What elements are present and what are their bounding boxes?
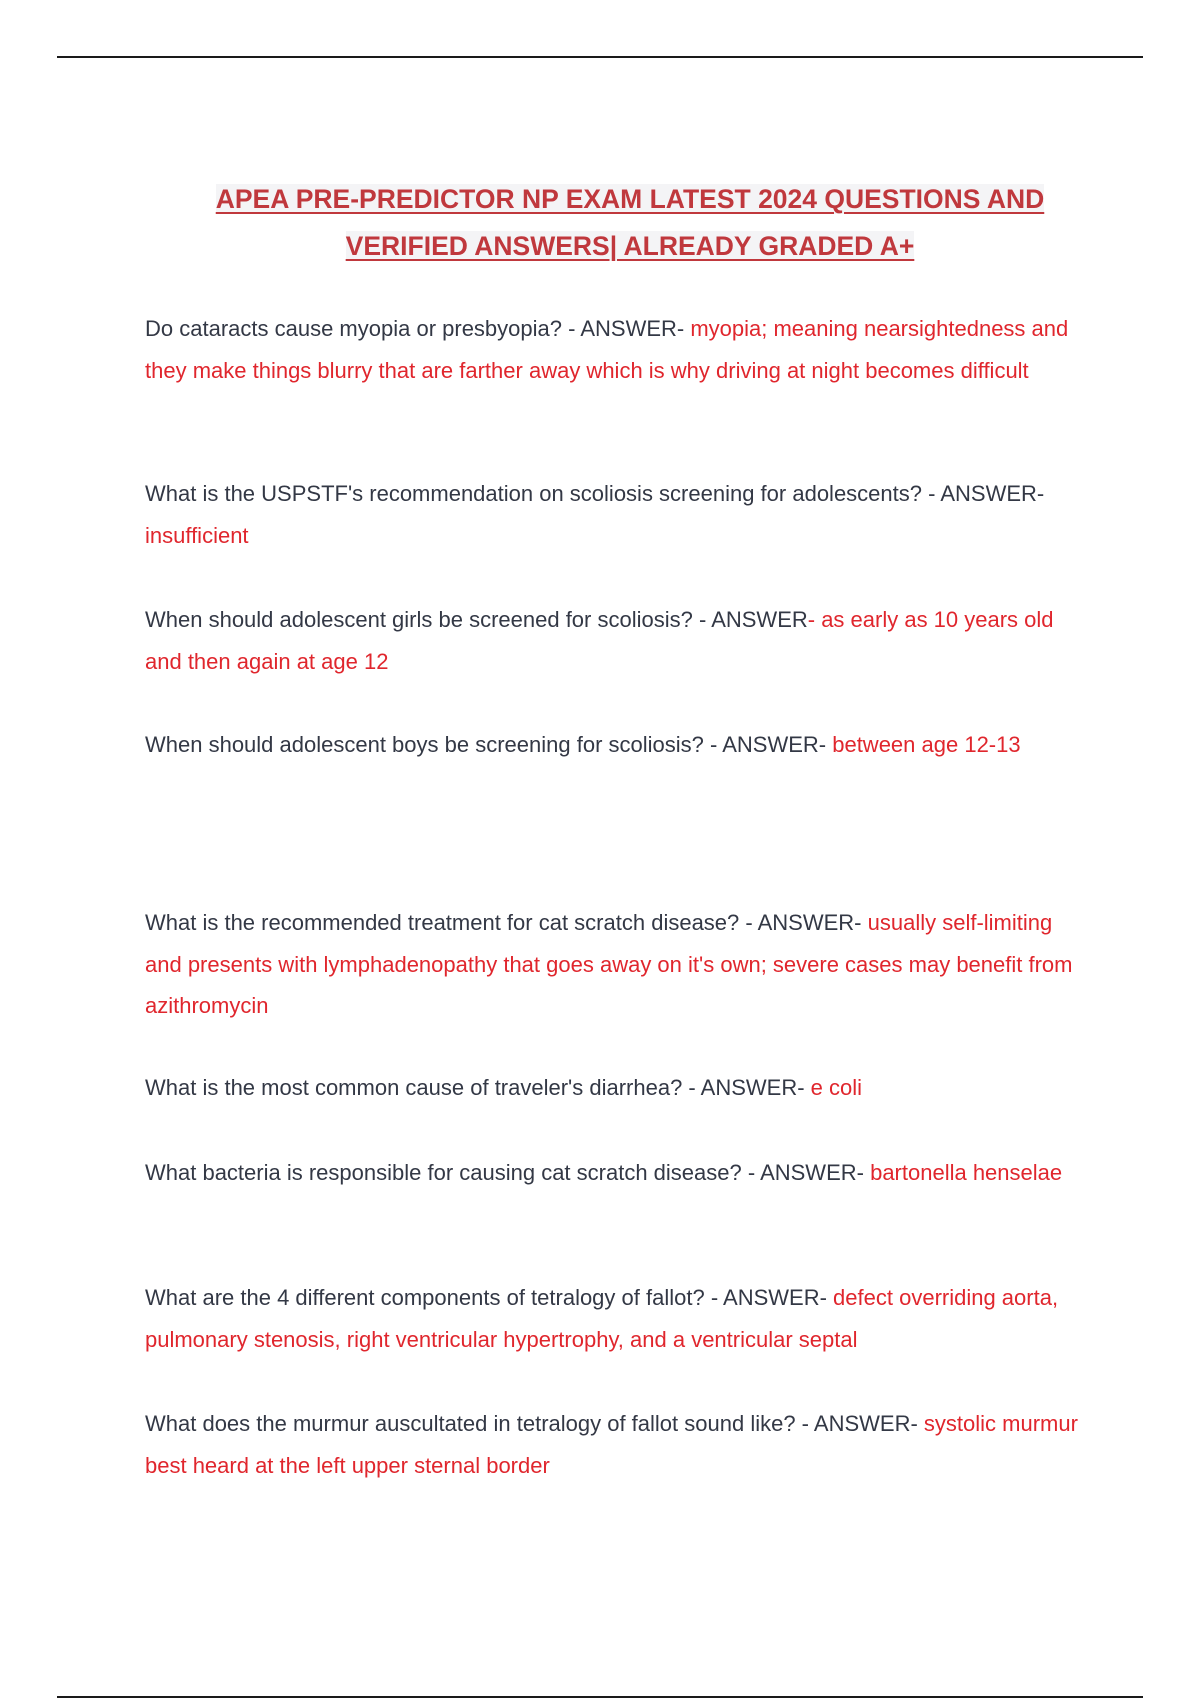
answer-text: e coli xyxy=(804,1075,863,1100)
qa-item xyxy=(145,473,1085,556)
answer-text: usually self-limiting and presents with lymphadenopathy that goes away on it's own; severe cases may benefit from azithromycin xyxy=(145,910,1073,1018)
answer-text: - as early as 10 years old and then again at age 12 xyxy=(145,607,1054,674)
document-title: APEA PRE-PREDICTOR NP EXAM LATEST 2024 QUESTIONS AND VERIFIED ANSWERS| ALREADY GRADED A+ xyxy=(215,184,1045,261)
qa-item xyxy=(145,1067,1085,1109)
qa-item xyxy=(145,902,1085,1027)
qa-item xyxy=(145,1277,1085,1360)
qa-item xyxy=(145,308,1085,391)
bottom-rule xyxy=(57,1696,1143,1698)
question-text: Do cataracts cause myopia or presbyopia? - ANSWER- xyxy=(145,316,685,341)
question-text: What are the 4 different components of tetralogy of fallot? - ANSWER- xyxy=(145,1285,827,1310)
question-text: What is the most common cause of traveler's diarrhea? - ANSWER- xyxy=(145,1075,805,1100)
question-text: What does the murmur auscultated in tetralogy of fallot sound like? - ANSWER- xyxy=(145,1411,918,1436)
question-text: What bacteria is responsible for causing cat scratch disease? - ANSWER- xyxy=(145,1160,864,1185)
question-text: What is the recommended treatment for cat scratch disease? - ANSWER- xyxy=(145,910,862,935)
qa-item xyxy=(145,1152,1085,1194)
qa-item xyxy=(145,1403,1085,1486)
question-text: When should adolescent boys be screening for scoliosis? - ANSWER- xyxy=(145,732,827,757)
top-rule xyxy=(57,56,1143,58)
answer-text: systolic murmur best heard at the left upper sternal border xyxy=(145,1411,1078,1478)
qa-item xyxy=(145,599,1085,682)
answer-text: bartonella henselae xyxy=(863,1160,1063,1185)
question-text: When should adolescent girls be screened for scoliosis? - ANSWER xyxy=(145,607,808,632)
qa-item xyxy=(145,724,1085,766)
answer-text: between age 12-13 xyxy=(826,732,1021,757)
answer-text: defect overriding aorta, pulmonary stenosis, right ventricular hypertrophy, and a ventricular septal xyxy=(145,1285,1059,1352)
answer-text: insufficient xyxy=(145,522,249,548)
answer-text: myopia; meaning nearsightedness and they make things blurry that are farther away which is why driving at night becomes difficult xyxy=(145,316,1069,383)
question-text: What is the USPSTF's recommendation on scoliosis screening for adolescents? - ANSWER- xyxy=(145,481,1045,506)
